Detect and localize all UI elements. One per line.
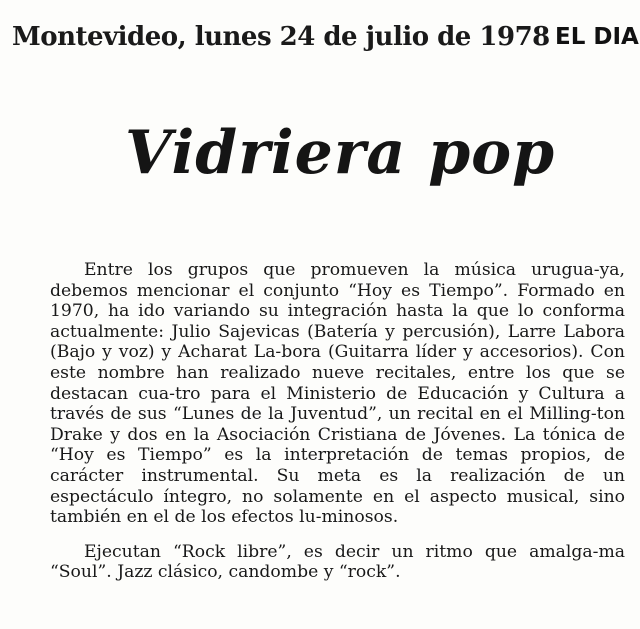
article-paragraph-1: Entre los grupos que promueven la música urugua-ya, debemos mencionar el conjunto “Hoy es Tiempo”. Formado en 1970, ha ido variando su integración hasta la que lo conforma actualmente: Julio Sajevicas (Batería y percusión), Larre Labora (Bajo y voz) y Acharat La-bora (Guitarra líder y accesorios). Con este nombre han realizado nueve recitales, entre los que se destacan cua-tro para el Ministerio de Educación y Cultura a través de sus “Lunes de la Juventud”, un recital en el Milling-ton Drake y dos en la Asociación Cristiana de Jóvenes. La tónica de “Hoy es Tiempo” es la interpretación de temas propios, de carácter instrumental. Su meta es la realización de un espectáculo íntegro, no solamente en el aspecto musical, sino también en el de los efectos lu-minosos. — [50, 260, 625, 528]
article-title: Vidriera pop — [125, 118, 556, 188]
dateline: Montevideo, lunes 24 de julio de 1978 — [12, 22, 550, 52]
newspaper-name: EL DIA — [555, 24, 639, 50]
article-paragraph-2: Ejecutan “Rock libre”, es decir un ritmo que amalga-ma “Soul”. Jazz clásico, candombe y “rock”. — [50, 541, 625, 583]
article-body — [50, 260, 625, 583]
